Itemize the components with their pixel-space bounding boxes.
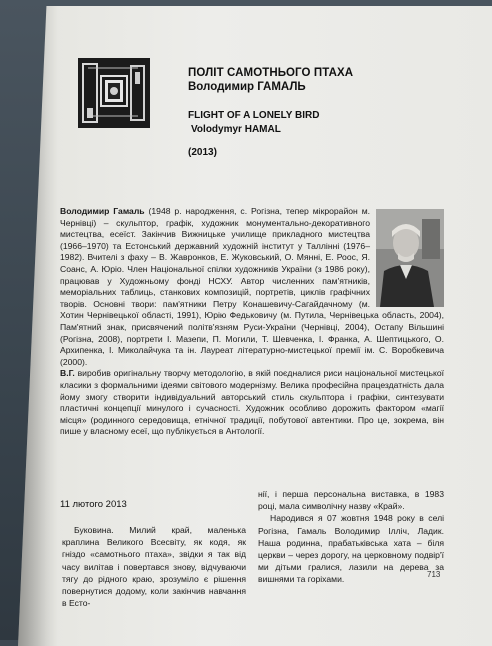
page-title-ukrainian: ПОЛІТ САМОТНЬОГО ПТАХА [188,67,354,79]
essay-column-left [62,524,246,609]
artwork-emblem [78,58,150,128]
essay-column-right [258,488,444,586]
essay-paragraph-left: Буковина. Милий край, маленька краплина Великого Всесвіту, як кодя, як гніздо «самотнього птаха», звідки я так від часу вилітав і повертався знову, відчуваючи тягу до рідного краю, зрозуміло є рішення повернутися додому, коли закінчив навчання в Есто- [62,525,246,609]
author-name-english: Volodymyr HAMAL [191,124,281,135]
bio-paragraph-1: (1948 р. народження, с. Рогізна, тепер мікрорайон м. Чернівці) – скульптор, графік, художник монументально-декоративного мистецтва, есеїст. Закінчив Вижницьке училище прикладного мистецтва (1966–1970) та Естонський державний художній інститут у Таллінні (1976–1982). Вчителі з фаху – В. Жавронков, Е. Жуковський, О. Мянні, Е. Роос, Я. Соанс, А. Юріо. Член Національної спілки художників України (з 1986 року), працював у Художньому фонді НСХУ. Автор численних пам'ятників, меморіальних таблиць, станкових композицій, портретів, циклів графічних творів. Основні твори: пам'ятники Петру Конашевичу-Сагайдачному (м. Хотин Чернівецької області, 1991), Юрію Федьковичу (м. Путила, Чернівецька область, 2004), Пам'ятний знак, присвячений політв'язням Руси-України (Чернівці, 2004), Остапу Вільшині (Рогізна, 2008), портрети І. Мазепи, П. Могили, Т. Шевченка, І. Франка, А. Шептицького, О. Архипенка, І. Миколайчука та ін. Лауреат літературно-мистецької премії ім. С. Воробкевича (2000). [60,206,444,367]
bio-initials: В.Г. [60,368,75,379]
page-number: 713 [427,570,441,579]
page-title-english: FLIGHT OF A LONELY BIRD [188,110,320,121]
bio-paragraph-2: виробив оригінальну творчу методологію, в якій поєдналися риси національної мистецької класики з формальними ідеями світового модернізму. Велика професійна працездатність дала йому змогу створити індивідуальний авторський стиль скульптора і графіки, синтезувати пластичні концепції минулого і сучасності. Художник особливо дорожить фактором «магії місця» (родинного середовища, етнічної традиції, побутової автентики. Про це, зокрема, він пише у власному есеї, що публікується в Антології. [60,368,444,437]
essay-paragraph-right: Народився я 07 жовтня 1948 року в селі Рогізна, Гамаль Володимир Ілліч, Ладик. Наша родинна, прабатьківська хата – біля церкви – через дорогу, на церковному подвір'ї ми дітьми гралися, лазили на дерева за вишнями та горіхами. [258,513,444,585]
author-portrait-photo [376,209,444,307]
author-biography [60,206,444,438]
publication-year: (2013) [188,147,217,158]
bio-author-name: Володимир Гамаль [60,206,145,216]
essay-paragraph-right-continuation: нії, і перша персональна виставка, в 1983 році, мала символічну назву «Край». [258,489,444,512]
author-name-ukrainian: Володимир ГАМАЛЬ [188,81,306,93]
essay-date: 11 лютого 2013 [60,499,127,510]
